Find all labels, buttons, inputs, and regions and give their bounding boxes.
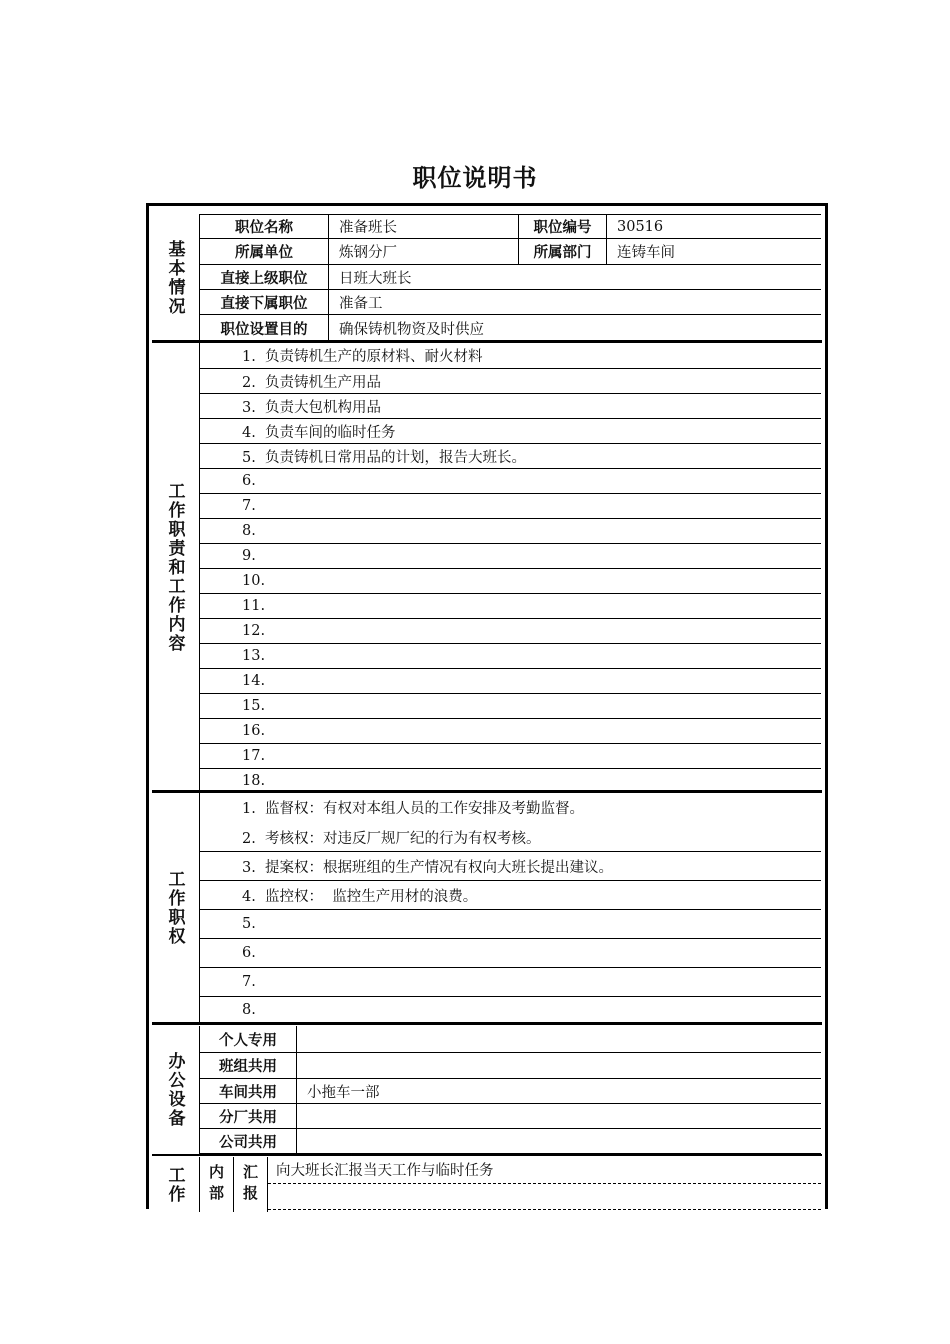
position-code-value: 30516 <box>606 215 821 238</box>
purpose-label: 职位设置目的 <box>220 322 308 338</box>
duty-text: 16. <box>242 723 266 739</box>
duty-row <box>200 569 821 594</box>
duty-row <box>200 369 821 394</box>
authority-text: 5. <box>242 916 256 932</box>
section-divider <box>152 1154 822 1156</box>
equipment-value: 小拖车一部 <box>296 1079 821 1103</box>
duty-row <box>200 544 821 569</box>
duty-text: 18. <box>242 772 266 789</box>
basic-info-side-label: 基本情况 <box>149 214 200 342</box>
report-row <box>268 1157 821 1184</box>
report-value: 向大班长汇报当天工作与临时任务 <box>276 1163 494 1179</box>
duty-text: 9. <box>242 548 256 564</box>
duty-text: 2. 负责铸机生产用品 <box>242 374 382 391</box>
unit-label: 所属单位 <box>235 245 293 261</box>
duty-row <box>200 719 821 744</box>
authority-row <box>200 910 821 939</box>
authority-text: 1. 监督权：有权对本组人员的工作安排及考勤监督。 <box>242 801 585 817</box>
duty-text: 5. 负责铸机日常用品的计划，报告大班长。 <box>242 449 527 466</box>
equipment-label: 车间共用 <box>219 1084 277 1101</box>
duty-text: 12. <box>242 623 266 639</box>
duties-side-label: 工作职责和工作内容 <box>149 343 200 792</box>
position-name-row <box>200 214 821 239</box>
unit-row <box>200 239 821 265</box>
equipment-value <box>296 1104 821 1128</box>
duty-row <box>200 494 821 519</box>
superior-row <box>200 265 821 290</box>
basic-info-section <box>149 214 825 342</box>
authority-row <box>200 823 821 852</box>
duty-row <box>200 394 821 419</box>
duty-text: 13. <box>242 648 266 664</box>
duty-text: 8. <box>242 523 256 539</box>
equipment-row <box>200 1026 821 1053</box>
equipment-value <box>296 1026 821 1052</box>
duty-row <box>200 619 821 644</box>
authority-text: 4. 监控权： 监控生产用材的浪费。 <box>242 888 478 905</box>
duty-row <box>200 419 821 444</box>
equipment-label: 分厂共用 <box>219 1109 277 1126</box>
duty-row <box>200 594 821 619</box>
duty-text: 14. <box>242 673 266 689</box>
position-code-label: 职位编号 <box>518 215 606 238</box>
authority-row <box>200 881 821 910</box>
duty-row <box>200 444 821 469</box>
authority-text: 8. <box>242 1001 256 1018</box>
authority-text: 6. <box>242 945 256 961</box>
duty-text: 4. 负责车间的临时任务 <box>242 424 396 441</box>
duty-row <box>200 769 821 792</box>
superior-value: 日班大班长 <box>328 265 821 289</box>
job-description-table <box>146 203 828 1209</box>
subordinate-value: 准备工 <box>328 290 821 314</box>
report-label: 汇报 <box>234 1157 268 1212</box>
superior-label: 直接上级职位 <box>220 270 308 287</box>
section-divider <box>152 1022 822 1025</box>
authority-row <box>200 997 821 1022</box>
duty-text: 6. <box>242 473 256 489</box>
equipment-row <box>200 1079 821 1104</box>
equipment-label: 个人专用 <box>219 1032 277 1049</box>
duty-text: 17. <box>242 748 266 764</box>
authority-text: 2. 考核权：对违反厂规厂纪的行为有权考核。 <box>242 830 541 847</box>
position-name-label: 职位名称 <box>235 220 293 236</box>
equipment-value <box>296 1129 821 1153</box>
authority-text: 7. <box>242 974 256 990</box>
subordinate-row <box>200 290 821 315</box>
duty-row <box>200 694 821 719</box>
duty-text: 1. 负责铸机生产的原材料、耐火材料 <box>242 349 483 365</box>
duty-text: 7. <box>242 498 256 514</box>
equipment-side-label: 办公设备 <box>149 1026 200 1154</box>
position-name-value: 准备班长 <box>328 215 518 238</box>
purpose-row <box>200 315 821 342</box>
duty-row <box>200 744 821 769</box>
duty-text: 3. 负责大包机构用品 <box>242 399 382 416</box>
duties-section <box>149 343 825 792</box>
duty-row <box>200 644 821 669</box>
duty-text: 11. <box>242 598 266 614</box>
internal-label: 内部 <box>200 1157 234 1212</box>
dept-label: 所属部门 <box>518 239 606 264</box>
page-title: 职位说明书 <box>412 164 538 192</box>
authority-row <box>200 852 821 881</box>
relations-side-label: 工作 <box>149 1157 200 1212</box>
authority-row <box>200 793 821 823</box>
equipment-row <box>200 1129 821 1154</box>
equipment-row <box>200 1053 821 1079</box>
duty-row <box>200 519 821 544</box>
relations-section <box>149 1157 825 1212</box>
equipment-row <box>200 1104 821 1129</box>
authority-row <box>200 968 821 997</box>
equipment-label: 班组共用 <box>219 1059 277 1075</box>
authority-side-label: 工作职权 <box>149 793 200 1022</box>
equipment-section <box>149 1026 825 1154</box>
duty-row <box>200 469 821 494</box>
authority-text: 3. 提案权：根据班组的生产情况有权向大班长提出建议。 <box>242 859 614 876</box>
duty-text: 10. <box>242 573 266 589</box>
equipment-value <box>296 1053 821 1078</box>
subordinate-label: 直接下属职位 <box>220 295 308 312</box>
duty-row <box>200 343 821 369</box>
equipment-label: 公司共用 <box>219 1134 277 1151</box>
purpose-value: 确保铸机物资及时供应 <box>328 315 821 342</box>
duty-row <box>200 669 821 694</box>
duty-text: 15. <box>242 698 266 714</box>
dept-value: 连铸车间 <box>606 239 821 264</box>
authority-section <box>149 793 825 1022</box>
authority-row <box>200 939 821 968</box>
unit-value: 炼钢分厂 <box>328 239 518 264</box>
report-row-empty <box>268 1184 821 1210</box>
